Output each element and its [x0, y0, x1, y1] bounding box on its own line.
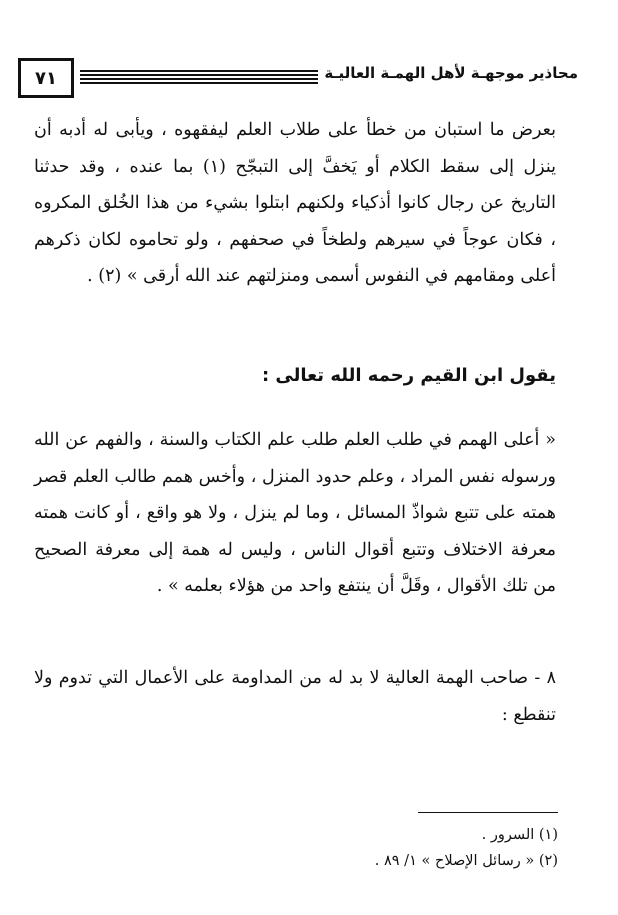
section-heading: يقول ابن القيم رحمه الله تعالى :	[261, 365, 556, 386]
page-header	[18, 58, 578, 102]
numbered-point-8: ٨ - صاحب الهمة العالية لا بد له من المداومة على الأعمال التي تدوم ولا تنقطع :	[34, 668, 556, 725]
header-rule	[80, 70, 318, 86]
footnote-1: (١) السرور .	[481, 827, 558, 843]
quote-paragraph: « أعلى الهمم في طلب العلم طلب علم الكتاب والسنة ، والفهم عن الله ورسوله نفس المراد ، وعلم حدود المنزل ، وأخس همم طالب العلم قصر همته على تتبع شواذّ المسائل ، وما لم ينزل ، ولا هو واقع ، أو كانت همته معرفة الاختلاف وتتبع أقوال الناس ، وليس له همة إلى معرفة الصحيح من تلك الأقوال ، وقَلَّ أن ينتفع واحد من هؤلاء بعلمه » .	[34, 430, 556, 596]
paragraph-1: بعرض ما استبان من خطأ على طلاب العلم ليفقهوه ، ويأبى له أدبه أن ينزل إلى سقط الكلام أو يَخفَّ إلى التبجّح (١) بما عنده ، وقد حدثنا التاريخ عن رجال كانوا أذكياء ولكنهم ابتلوا بشيء من هذا الخُلق المكروه ، فكان عوجاً في سيرهم ولطخاً في صحفهم ، ولو تحاموه لكان ذكرهم أعلى ومقامهم في النفوس أسمى ومنزلتهم عند الله أرقى » (٢) .	[34, 120, 556, 286]
footnotes	[158, 822, 558, 874]
footnote-2: (٢) « رسائل الإصلاح » ١/ ٨٩ .	[374, 853, 558, 869]
page-number: ٧١	[18, 58, 74, 98]
running-title: محاذير موجهـة لأهل الهمـة العاليـة	[324, 64, 578, 82]
footnote-divider	[418, 812, 558, 813]
